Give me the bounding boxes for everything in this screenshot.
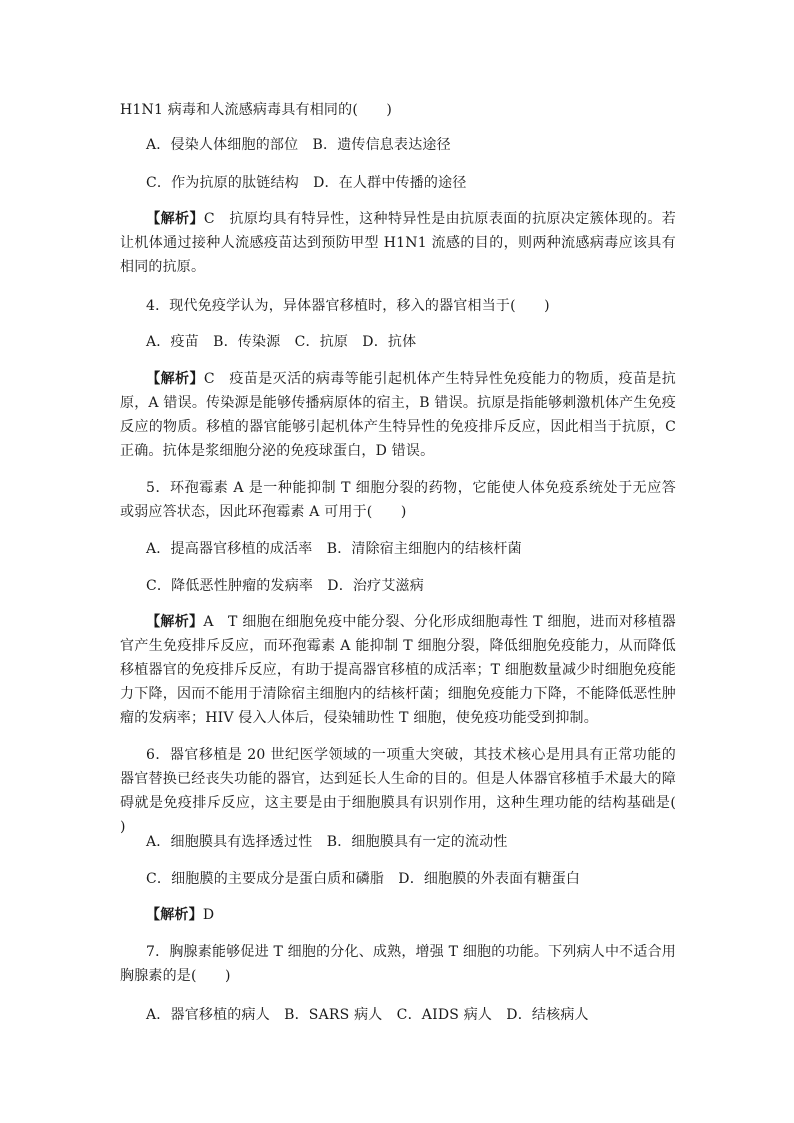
q3-options-line-1: A．侵染人体细胞的部位 B．遗传信息表达途径: [146, 137, 451, 153]
q5-options-line-2: C．降低恶性肿瘤的发病率 D．治疗艾滋病: [146, 578, 424, 594]
q5-analysis-text: A T 细胞在细胞免疫中能分裂、分化形成细胞毒性 T 细胞，进而对移植器官产生免疫排斥反应，而环孢霉素 A 能抑制 T 细胞分裂，降低细胞免疫能力，从而降低移植器官的免疫排斥反应，有助于提高器官移植的成活率；T 细胞数量减少时细胞免疫能力下降，因而不能用于清除宿主细胞内的结核杆菌；细胞免疫能力下降，不能降低恶性肿瘤的发病率；HIV 侵入人体后，侵染辅助性 T 细胞，使免疫功能受到抑制。: [120, 614, 676, 726]
q7-stem: [120, 940, 676, 988]
q6-analysis: [146, 903, 702, 927]
analysis-label: 【解析】: [146, 614, 204, 630]
analysis-label: 【解析】: [146, 211, 204, 227]
q4-analysis-text: C 疫苗是灭活的病毒等能引起机体产生特异性免疫能力的物质，疫苗是抗原，A 错误。传染源是能够传播病原体的宿主，B 错误。抗原是指能够刺激机体产生免疫反应的物质。移植的器官能够引起机体产生特异性的免疫排斥反应，因此相当于抗原，C 正确。抗体是浆细胞分泌的免疫球蛋白，D 错误。: [120, 371, 676, 459]
q3-stem: H1N1 病毒和人流感病毒具有相同的( ): [120, 102, 393, 118]
q4-stem: 4．现代免疫学认为，异体器官移植时，移入的器官相当于( ): [146, 298, 550, 314]
q4-analysis: [120, 367, 676, 463]
q6-analysis-text: D: [202, 907, 215, 923]
q6-options-line-2: C．细胞膜的主要成分是蛋白质和磷脂 D．细胞膜的外表面有糖蛋白: [146, 871, 581, 887]
q6-stem: [120, 743, 705, 839]
q3-analysis-text: C 抗原均具有特异性，这种特异性是由抗原表面的抗原决定簇体现的。若让机体通过接种人流感疫苗达到预防甲型 H1N1 流感的目的，则两种流感病毒应该具有相同的抗原。: [120, 211, 676, 275]
q5-stem-text: 5．环孢霉素 A 是一种能抑制 T 细胞分裂的药物，它能使人体免疫系统处于无应答或弱应答状态，因此环孢霉素 A 可用于( ): [120, 480, 676, 520]
q3-options-line-2: C．作为抗原的肽链结构 D．在人群中传播的途径: [146, 175, 467, 191]
q6-stem-text: 6．器官移植是 20 世纪医学领域的一项重大突破，其技术核心是用具有正常功能的器官替换已经丧失功能的器官，达到延长人生命的目的。但是人体器官移植手术最大的障碍就是免疫排斥反应，这主要是由于细胞膜具有识别作用，这种生理功能的结构基础是( ): [120, 747, 705, 835]
q6-options-line-1: A．细胞膜具有选择透过性 B．细胞膜具有一定的流动性: [146, 834, 508, 850]
q5-stem: [120, 476, 676, 524]
q3-analysis: [120, 207, 676, 279]
q4-options: A．疫苗 B．传染源 C．抗原 D．抗体: [146, 334, 417, 350]
analysis-label: 【解析】: [146, 907, 203, 923]
q7-stem-text: 7．胸腺素能够促进 T 细胞的分化、成熟，增强 T 细胞的功能。下列病人中不适合用胸腺素的是( ): [120, 944, 676, 984]
q5-analysis: [120, 610, 676, 730]
q7-options: A．器官移植的病人 B．SARS 病人 C．AIDS 病人 D．结核病人: [146, 1007, 589, 1023]
analysis-label: 【解析】: [146, 371, 204, 387]
q5-options-line-1: A．提高器官移植的成活率 B．清除宿主细胞内的结核杆菌: [146, 541, 522, 557]
